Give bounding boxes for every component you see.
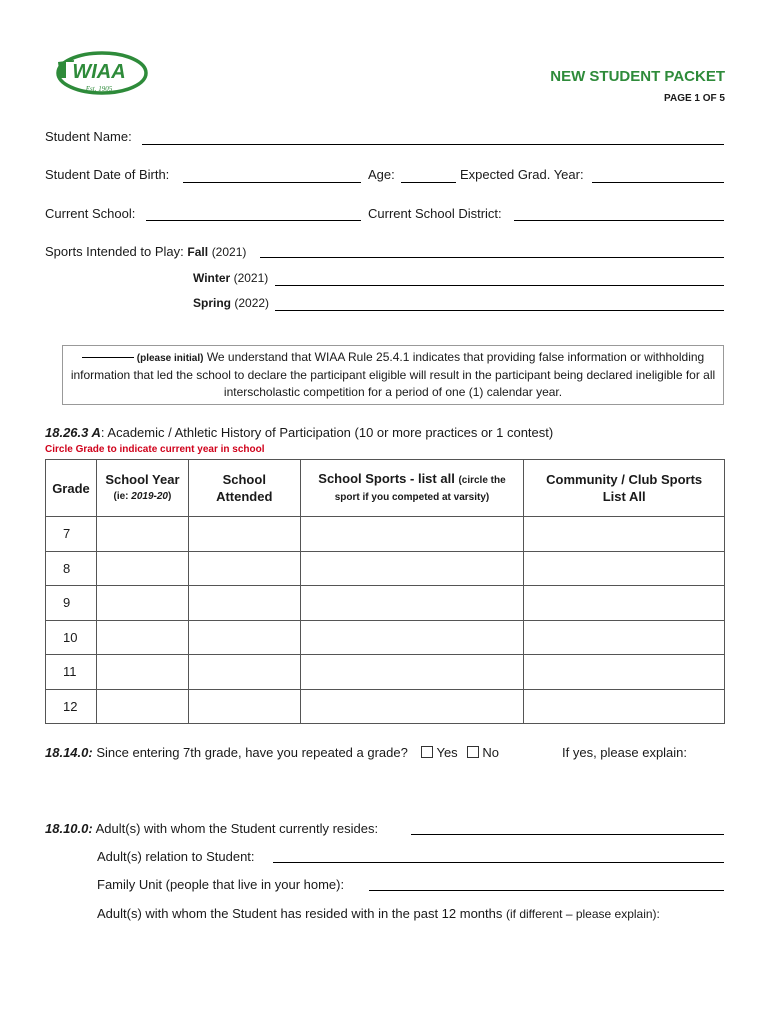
club-cell[interactable]	[524, 689, 725, 724]
past-residence-label: Adult(s) with whom the Student has resided with in the past 12 months (if different – please explain):	[97, 906, 660, 921]
table-row	[46, 551, 725, 586]
spring-label: Spring (2022)	[193, 296, 270, 310]
initial-label: (please initial)	[136, 353, 204, 364]
grad-year-field[interactable]	[592, 182, 724, 183]
winter-label: Winter (2021)	[193, 271, 269, 285]
attended-cell[interactable]	[188, 551, 300, 586]
club-cell[interactable]	[524, 551, 725, 586]
adults-relation-label: Adult(s) relation to Student:	[97, 849, 255, 864]
packet-title: NEW STUDENT PACKET	[550, 68, 725, 85]
grade-header: Grade	[46, 460, 97, 517]
attended-cell[interactable]	[188, 620, 300, 655]
history-heading: 18.26.3 A: Academic / Athletic History of Participation (10 or more practices or 1 contest)	[45, 425, 554, 440]
winter-sports-field[interactable]	[275, 285, 724, 286]
circle-grade-note: Circle Grade to indicate current year in school	[45, 444, 265, 455]
attended-cell[interactable]	[188, 586, 300, 621]
year-cell[interactable]	[96, 620, 188, 655]
spring-sports-field[interactable]	[275, 310, 724, 311]
year-cell[interactable]	[96, 551, 188, 586]
grade-cell[interactable]: 12	[46, 689, 97, 724]
club-cell[interactable]	[524, 655, 725, 690]
adults-resides-field[interactable]	[411, 834, 724, 835]
notice-text: We understand that WIAA Rule 25.4.1 indicates that providing false information or withholding information that led the school to declare the participant eligible will result in the participant being declared ineligible for all interscholastic competition for a period of one (1) calendar year.	[70, 350, 716, 399]
adults-relation-field[interactable]	[273, 862, 724, 863]
history-table	[45, 459, 725, 724]
current-school-label: Current School:	[45, 206, 136, 221]
year-cell[interactable]	[96, 655, 188, 690]
club-cell[interactable]	[524, 517, 725, 552]
initial-field[interactable]	[82, 357, 134, 358]
age-label: Age:	[368, 167, 395, 182]
table-row	[46, 586, 725, 621]
student-name-label: Student Name:	[45, 129, 132, 144]
family-unit-field[interactable]	[369, 890, 724, 891]
dob-field[interactable]	[183, 182, 361, 183]
no-checkbox[interactable]	[467, 746, 479, 758]
district-label: Current School District:	[368, 206, 502, 221]
table-row	[46, 655, 725, 690]
dob-label: Student Date of Birth:	[45, 167, 170, 182]
yes-checkbox[interactable]	[421, 746, 433, 758]
school-sports-header: School Sports - list all (circle the sport if you competed at varsity)	[300, 460, 524, 517]
sports-cell[interactable]	[300, 551, 524, 586]
grade-cell[interactable]: 11	[46, 655, 97, 690]
school-attended-header: School Attended	[188, 460, 300, 517]
year-cell[interactable]	[96, 689, 188, 724]
explain-label: If yes, please explain:	[562, 745, 688, 760]
club-cell[interactable]	[524, 586, 725, 621]
sports-cell[interactable]	[300, 655, 524, 690]
attended-cell[interactable]	[188, 517, 300, 552]
table-row	[46, 517, 725, 552]
year-cell[interactable]	[96, 586, 188, 621]
table-row	[46, 620, 725, 655]
family-unit-label: Family Unit (people that live in your home):	[97, 877, 345, 892]
svg-text:Est. 1905: Est. 1905	[85, 85, 113, 93]
grade-cell[interactable]: 7	[46, 517, 97, 552]
sports-cell[interactable]	[300, 689, 524, 724]
grad-year-label: Expected Grad. Year:	[460, 167, 584, 182]
club-sports-header: Community / Club Sports List All	[524, 460, 725, 517]
grade-cell[interactable]: 10	[46, 620, 97, 655]
year-cell[interactable]	[96, 517, 188, 552]
sports-cell[interactable]	[300, 517, 524, 552]
wiaa-logo-icon	[52, 48, 148, 98]
history-header-row	[46, 460, 725, 517]
adults-resides-label: 18.10.0: Adult(s) with whom the Student currently resides:	[45, 821, 379, 836]
fall-sports-field[interactable]	[260, 257, 724, 258]
attended-cell[interactable]	[188, 655, 300, 690]
age-field[interactable]	[401, 182, 456, 183]
svg-text:WIAA: WIAA	[72, 61, 126, 83]
table-row	[46, 689, 725, 724]
district-field[interactable]	[514, 220, 724, 221]
false-information-notice	[62, 345, 724, 405]
student-name-field[interactable]	[142, 144, 724, 145]
grade-cell[interactable]: 8	[46, 551, 97, 586]
sports-cell[interactable]	[300, 620, 524, 655]
repeat-grade-question: 18.14.0: Since entering 7th grade, have you repeated a grade? Yes No	[45, 745, 499, 760]
sports-cell[interactable]	[300, 586, 524, 621]
attended-cell[interactable]	[188, 689, 300, 724]
page-number: PAGE 1 OF 5	[664, 93, 725, 104]
yes-label: Yes	[436, 745, 458, 760]
club-cell[interactable]	[524, 620, 725, 655]
sports-label: Sports Intended to Play: Fall (2021)	[45, 244, 247, 259]
current-school-field[interactable]	[146, 220, 361, 221]
no-label: No	[482, 745, 499, 760]
grade-cell[interactable]: 9	[46, 586, 97, 621]
wiaa-logo	[52, 48, 148, 98]
fall-label: Fall	[187, 245, 209, 259]
school-year-header: School Year (ie: 2019-20)	[96, 460, 188, 517]
